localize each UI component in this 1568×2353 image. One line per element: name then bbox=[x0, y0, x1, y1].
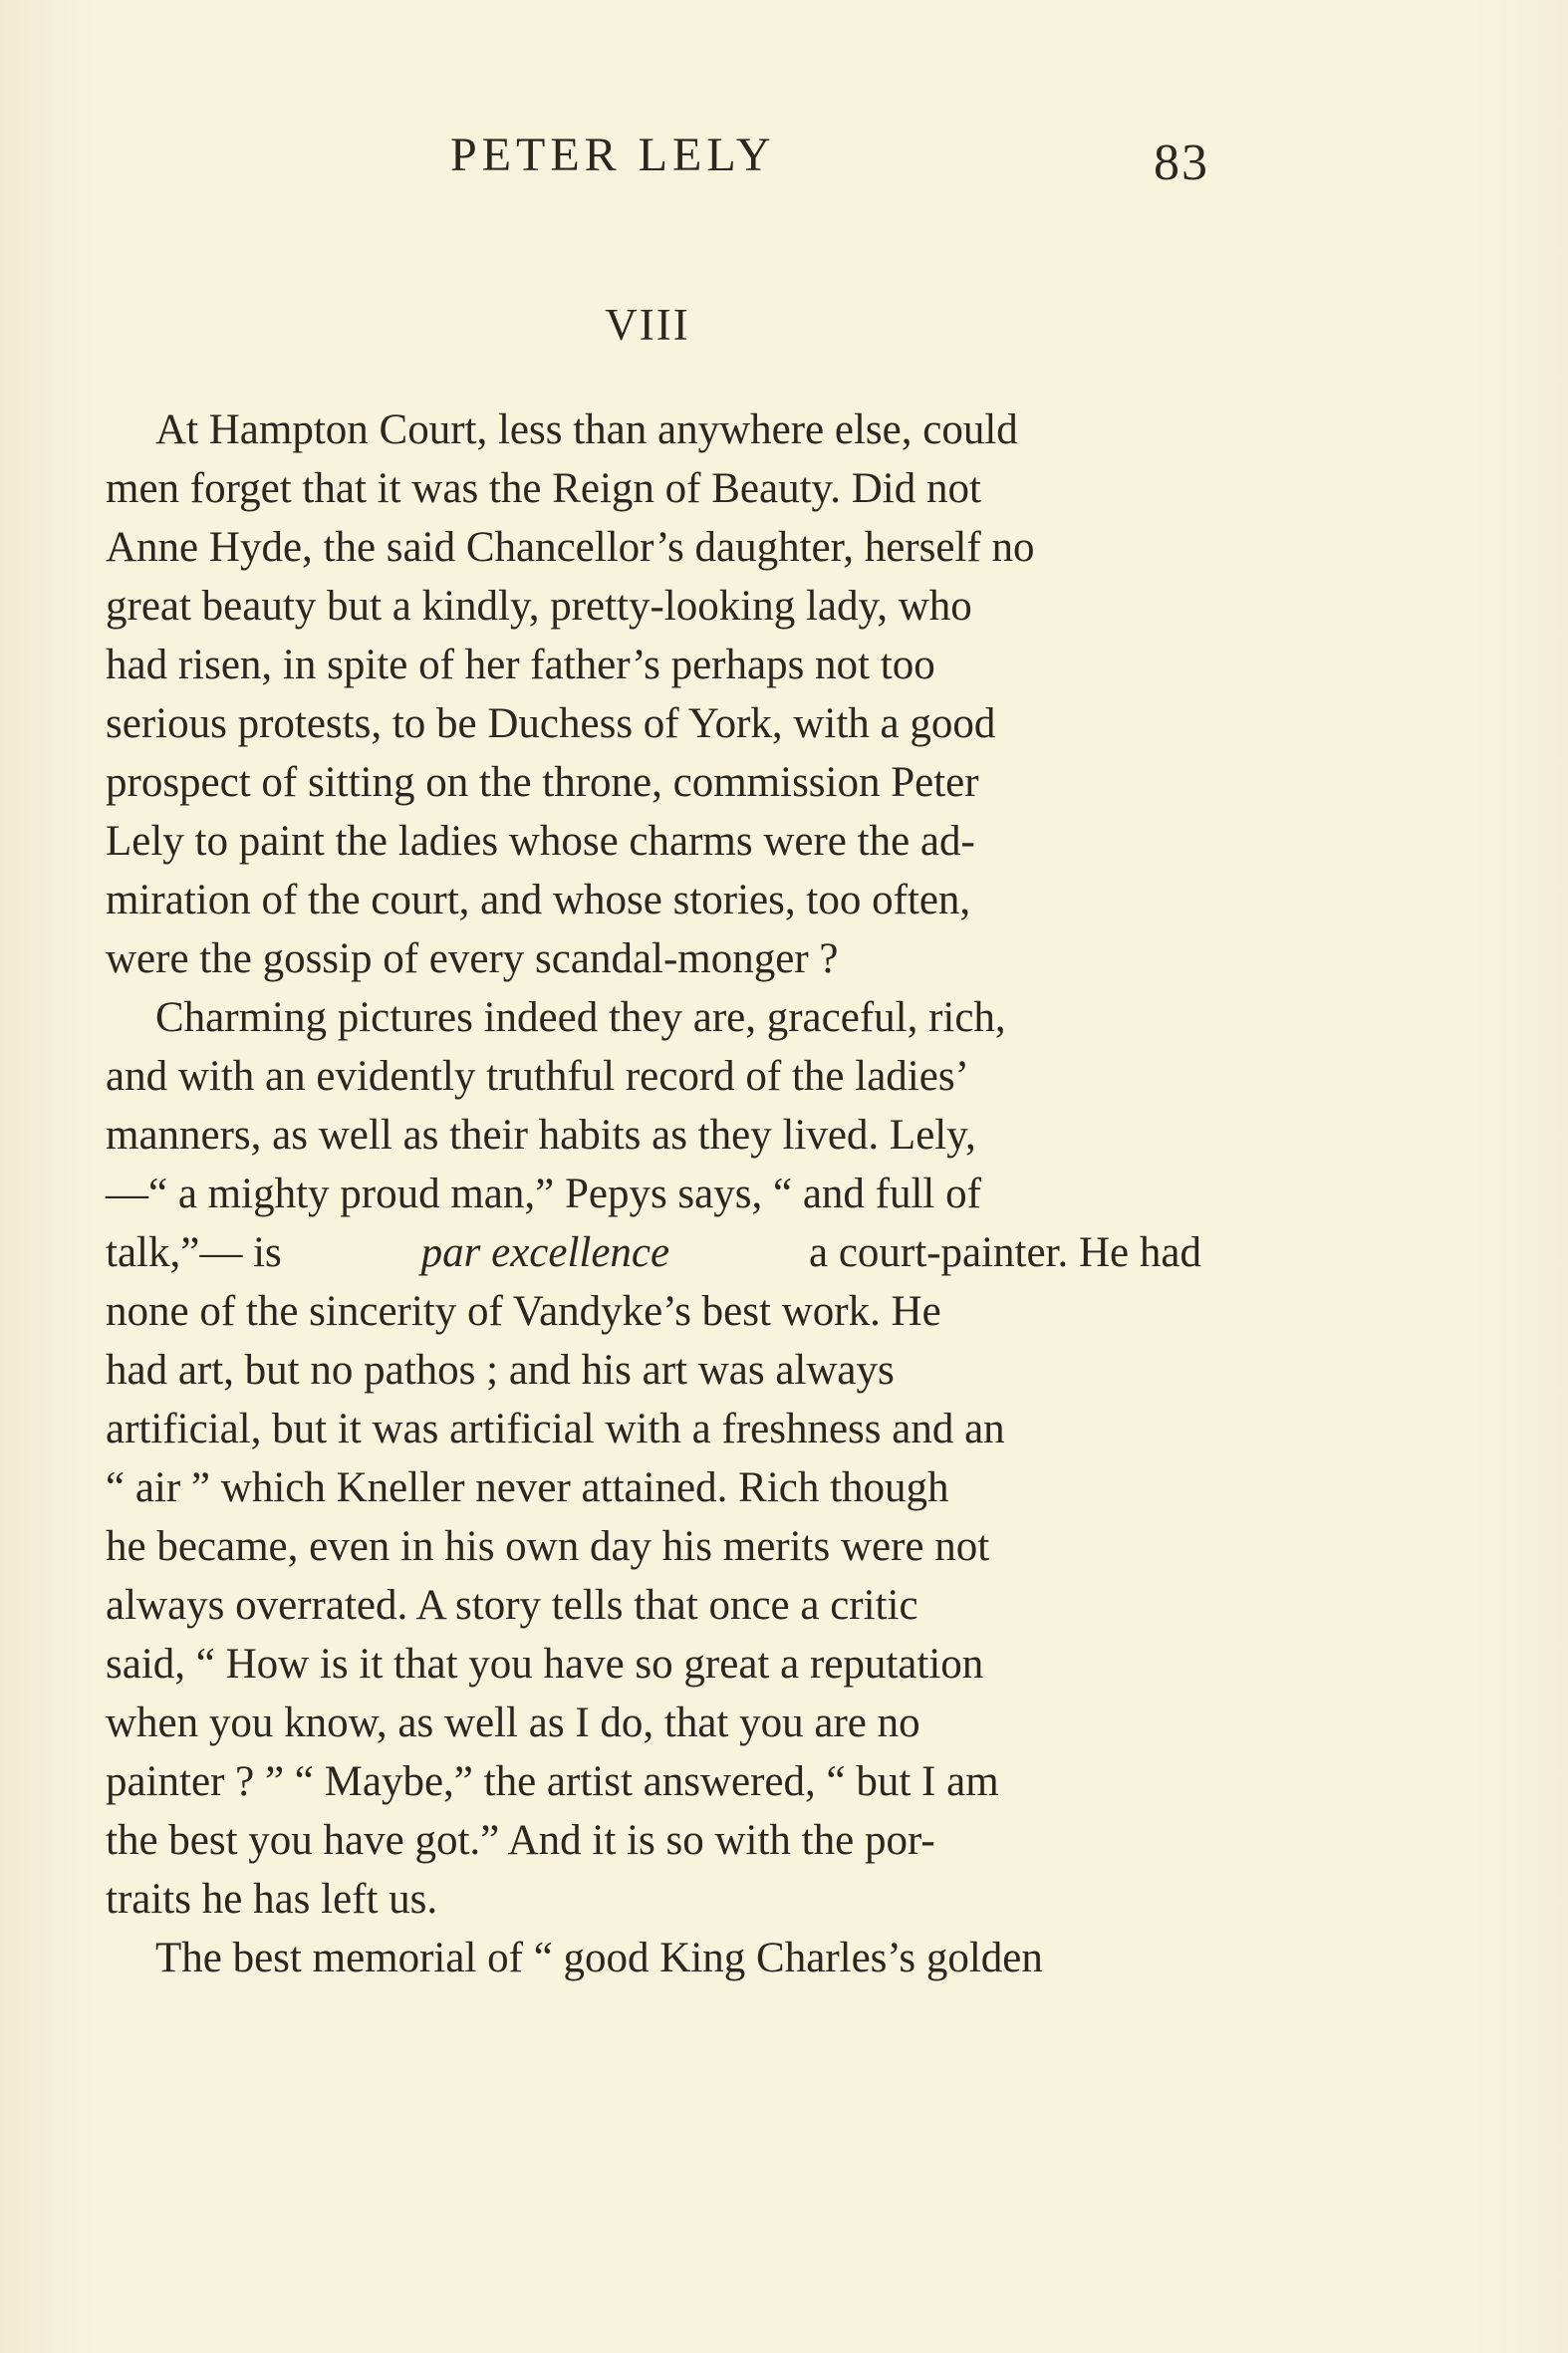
paragraph-line: serious protests, to be Duchess of York, with a good bbox=[106, 700, 996, 747]
paragraph-line: painter ? ” “ Maybe,” the artist answered, “ but I am bbox=[106, 1758, 999, 1805]
paragraph-line: had art, but no pathos ; and his art was always bbox=[106, 1347, 895, 1394]
paragraph-line: The best memorial of “ good King Charles’s golden bbox=[155, 1935, 1043, 1981]
paragraph-line: “ air ” which Kneller never attained. Rich though bbox=[106, 1464, 949, 1511]
body-text bbox=[106, 400, 1201, 1987]
paragraph-line: miration of the court, and whose stories, too often, bbox=[106, 877, 971, 923]
paragraph-line: Lely to paint the ladies whose charms were the ad- bbox=[106, 818, 975, 865]
paragraph-line: said, “ How is it that you have so great a reputation bbox=[106, 1641, 984, 1688]
italic-emphasis: par excellence bbox=[420, 1229, 670, 1276]
line-text-before-emphasis: talk,”— is bbox=[106, 1229, 282, 1276]
line-text-after-emphasis: a court-painter. He had bbox=[808, 1229, 1201, 1276]
paragraph-line: he became, even in his own day his merits were not bbox=[106, 1523, 990, 1570]
paragraph-line-with-emphasis bbox=[106, 1223, 1201, 1282]
paragraph-line: Charming pictures indeed they are, graceful, rich, bbox=[155, 994, 1006, 1041]
section-heading: VIII bbox=[605, 300, 690, 350]
paragraph-line: when you know, as well as I do, that you are no bbox=[106, 1699, 920, 1746]
paragraph-line: Anne Hyde, the said Chancellor’s daughter, herself no bbox=[106, 524, 1035, 571]
paragraph-line: artificial, but it was artificial with a freshness and an bbox=[106, 1406, 1005, 1452]
paragraph-line: were the gossip of every scandal-monger ? bbox=[106, 935, 839, 982]
running-title: PETER LELY bbox=[450, 129, 776, 181]
paragraph-line: manners, as well as their habits as they lived. Lely, bbox=[106, 1112, 976, 1159]
paragraph-line: At Hampton Court, less than anywhere else, could bbox=[155, 406, 1018, 453]
paragraph-line: traits he has left us. bbox=[106, 1876, 438, 1923]
paragraph-line: prospect of sitting on the throne, commission Peter bbox=[106, 759, 979, 806]
paragraph-line: and with an evidently truthful record of the ladies’ bbox=[106, 1053, 969, 1100]
paragraph-line: great beauty but a kindly, pretty-looking lady, who bbox=[106, 583, 972, 630]
page-number: 83 bbox=[1154, 134, 1209, 191]
paragraph-line: —“ a mighty proud man,” Pepys says, “ and full of bbox=[106, 1171, 981, 1217]
paragraph-line: none of the sincerity of Vandyke’s best work. He bbox=[106, 1288, 941, 1335]
paragraph-line: always overrated. A story tells that once a critic bbox=[106, 1582, 918, 1629]
paragraph-line: men forget that it was the Reign of Beauty. Did not bbox=[106, 465, 981, 512]
paragraph-line: the best you have got.” And it is so with the por- bbox=[106, 1817, 935, 1864]
paragraph-line: had risen, in spite of her father’s perhaps not too bbox=[106, 642, 935, 688]
